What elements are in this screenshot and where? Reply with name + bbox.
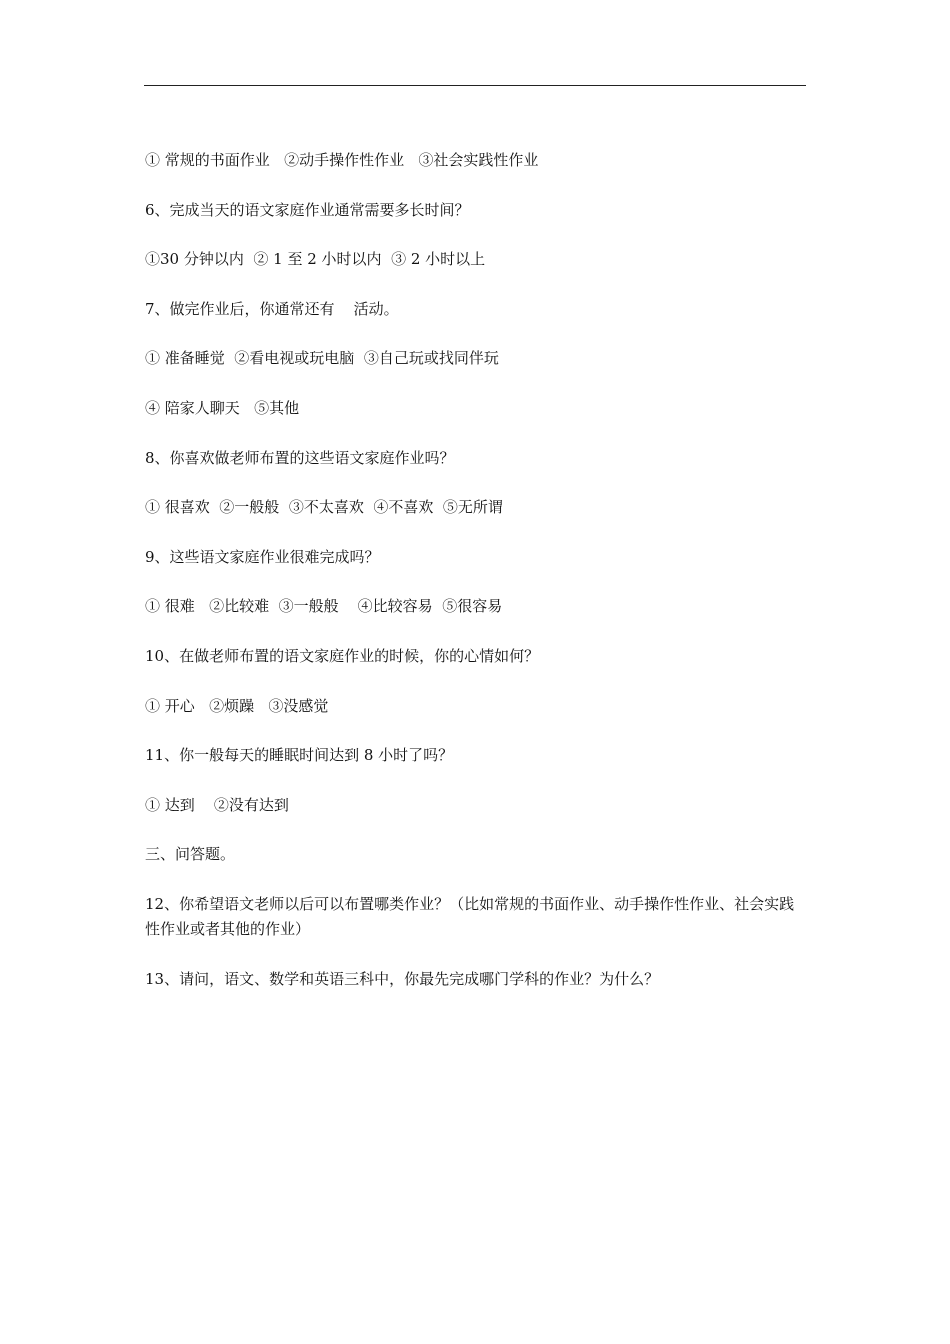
header-rule <box>144 85 806 86</box>
q8-options: ① 很喜欢 ②一般般 ③不太喜欢 ④不喜欢 ⑤无所谓 <box>145 498 503 517</box>
question-10: 10、在做老师布置的语文家庭作业的时候，你的心情如何？ <box>145 646 540 665</box>
q7-options-2: ④ 陪家人聊天 ⑤其他 <box>145 398 300 417</box>
question-8: 8、你喜欢做老师布置的这些语文家庭作业吗？ <box>145 448 455 467</box>
q7-options-1: ① 准备睡觉 ②看电视或玩电脑 ③自己玩或找同伴玩 <box>145 349 499 368</box>
question-6: 6、完成当天的语文家庭作业通常需要多长时间？ <box>145 200 470 219</box>
q6-options: ①30 分钟以内 ② 1 至 2 小时以内 ③ 2 小时以上 <box>145 250 486 269</box>
question-11: 11、你一般每天的睡眠时间达到 8 小时了吗？ <box>145 746 454 765</box>
q5-options: ① 常规的书面作业 ②动手操作性作业 ③社会实践性作业 <box>145 151 539 169</box>
q10-options: ① 开心 ②烦躁 ③没感觉 <box>145 696 329 715</box>
document-body <box>145 148 807 1016</box>
q11-options: ① 达到 ②没有达到 <box>145 795 289 814</box>
q9-options: ① 很难 ②比较难 ③一般般 ④比较容易 ⑤很容易 <box>145 597 503 616</box>
question-7: 7、做完作业后，你通常还有 活动。 <box>145 299 399 318</box>
question-9: 9、这些语文家庭作业很难完成吗？ <box>145 547 380 566</box>
question-12: 12、你希望语文老师以后可以布置哪类作业？（比如常规的书面作业、动手操作性作业、社会实践性作业或者其他的作业） <box>145 894 795 938</box>
section-heading-qa: 三、问答题。 <box>145 845 236 864</box>
question-13: 13、请问，语文、数学和英语三科中，你最先完成哪门学科的作业？为什么？ <box>145 969 660 988</box>
